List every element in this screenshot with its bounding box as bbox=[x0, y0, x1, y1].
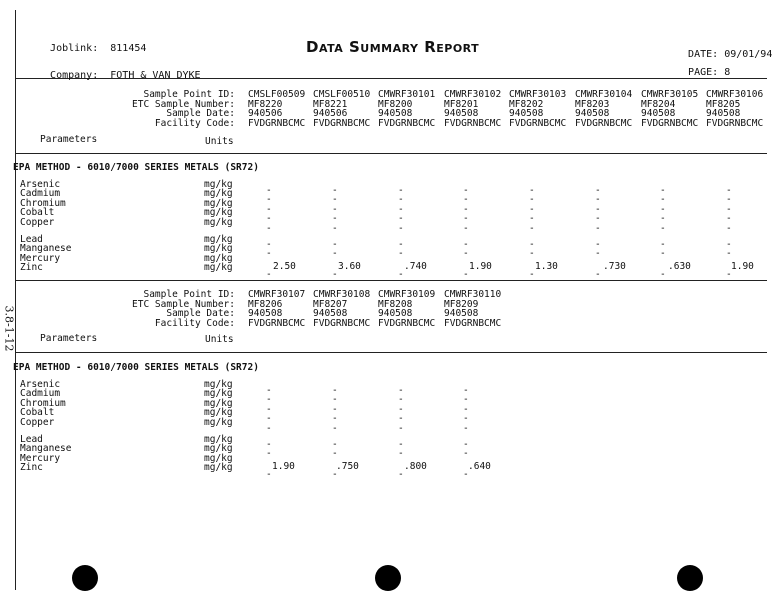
value-dash: - bbox=[595, 185, 601, 196]
sample-date: 940508 bbox=[575, 108, 610, 119]
sample-id: CMWRF30108 bbox=[313, 289, 371, 300]
mercury-value: 1.90 bbox=[731, 260, 754, 272]
company-value: FOTH & VAN DYKE bbox=[110, 70, 201, 81]
section-title-2: EPA METHOD - 6010/7000 SERIES METALS (SR72) bbox=[13, 362, 259, 373]
value-dash: - bbox=[660, 203, 666, 215]
unit-cell: mg/kg bbox=[204, 462, 233, 474]
sample-date-label-2: Sample Date: bbox=[166, 308, 235, 319]
value-dash: - bbox=[529, 185, 535, 196]
mercury-value: .800 bbox=[404, 460, 427, 472]
param-arsenic: Arsenic bbox=[20, 179, 61, 190]
unit-cell: mg/kg bbox=[204, 434, 233, 445]
sample-column-header bbox=[444, 290, 501, 328]
param-cobalt: Cobalt bbox=[20, 207, 55, 219]
mercury-value: .730 bbox=[603, 260, 626, 272]
sample-date: 940508 bbox=[248, 308, 283, 319]
value-dash: - bbox=[529, 194, 535, 206]
block2-header-rule bbox=[15, 352, 767, 353]
value-dash: - bbox=[726, 194, 732, 206]
sample-etc: MF8200 bbox=[378, 98, 413, 110]
joblink bbox=[38, 34, 146, 54]
value-dash: - bbox=[266, 469, 272, 481]
value-dash: - bbox=[332, 413, 338, 425]
punch-hole-left bbox=[72, 565, 98, 591]
value-dash: - bbox=[266, 385, 272, 396]
sample-column-header bbox=[378, 90, 435, 128]
param-lead: Lead bbox=[20, 434, 43, 445]
sample-column-header bbox=[575, 90, 632, 128]
value-dash: - bbox=[332, 213, 338, 225]
date-label: DATE: bbox=[688, 49, 719, 60]
value-dash: - bbox=[726, 213, 732, 225]
value-dash: - bbox=[398, 413, 404, 425]
sample-id: CMWRF30105 bbox=[641, 89, 699, 100]
value-dash: - bbox=[266, 413, 272, 425]
value-dash: - bbox=[726, 239, 732, 250]
value-dash: - bbox=[332, 403, 338, 415]
value-dash: - bbox=[529, 203, 535, 215]
param-mercury: Mercury bbox=[20, 452, 61, 464]
value-dash: - bbox=[463, 422, 469, 434]
section-title-1: EPA METHOD - 6010/7000 SERIES METALS (SR72) bbox=[13, 162, 259, 173]
param-manganese: Manganese bbox=[20, 243, 72, 255]
sample-facility: FVDGRNBCMC bbox=[641, 117, 699, 129]
sample-column-header bbox=[313, 90, 370, 128]
units-header-1: Units bbox=[205, 136, 234, 147]
etc-number-label-1: ETC Sample Number: bbox=[132, 98, 235, 110]
value-dash: - bbox=[463, 213, 469, 225]
value-dash: - bbox=[332, 194, 338, 206]
sample-column-header bbox=[444, 90, 501, 128]
value-dash: - bbox=[463, 222, 469, 234]
value-dash: - bbox=[463, 448, 469, 460]
unit-cell: mg/kg bbox=[204, 197, 233, 209]
sample-date: 940506 bbox=[248, 108, 283, 119]
value-dash: - bbox=[660, 185, 666, 196]
sample-id: CMWRF30102 bbox=[444, 89, 502, 100]
company bbox=[38, 61, 201, 81]
sample-id: CMWRF30103 bbox=[509, 89, 567, 100]
sample-facility: FVDGRNBCMC bbox=[444, 117, 502, 129]
sample-facility: FVDGRNBCMC bbox=[248, 117, 306, 129]
param-copper: Copper bbox=[20, 416, 55, 428]
mercury-value: .630 bbox=[668, 260, 691, 272]
sample-etc: MF8221 bbox=[313, 98, 348, 110]
value-dash: - bbox=[463, 203, 469, 215]
page-title: Data Summary Report bbox=[306, 38, 480, 56]
param-zinc: Zinc bbox=[20, 262, 43, 274]
param-mercury: Mercury bbox=[20, 252, 61, 264]
sample-id: CMWRF30110 bbox=[444, 289, 502, 300]
sample-id: CMWRF30109 bbox=[378, 289, 436, 300]
units-group2-block2 bbox=[204, 435, 233, 473]
value-dash: - bbox=[332, 239, 338, 250]
value-dash: - bbox=[660, 222, 666, 234]
date-value: 09/01/94 bbox=[724, 49, 773, 60]
value-dash: - bbox=[332, 469, 338, 481]
mercury-value: 3.60 bbox=[338, 260, 361, 272]
unit-cell: mg/kg bbox=[204, 379, 233, 390]
sample-column-header bbox=[248, 290, 305, 328]
sample-date: 940508 bbox=[706, 108, 741, 119]
left-border bbox=[15, 10, 16, 590]
unit-cell: mg/kg bbox=[204, 188, 233, 200]
value-dash: - bbox=[266, 185, 272, 196]
value-dash: - bbox=[398, 213, 404, 225]
value-dash: - bbox=[266, 448, 272, 460]
unit-cell: mg/kg bbox=[204, 407, 233, 419]
sample-etc: MF8206 bbox=[248, 298, 283, 310]
value-dash: - bbox=[660, 239, 666, 250]
value-dash: - bbox=[660, 194, 666, 206]
value-dash: - bbox=[595, 248, 601, 260]
page-value: 8 bbox=[724, 67, 731, 78]
value-dash: - bbox=[398, 422, 404, 434]
sample-etc: MF8203 bbox=[575, 98, 610, 110]
value-dash: - bbox=[529, 248, 535, 260]
sample-facility: FVDGRNBCMC bbox=[248, 317, 306, 329]
sample-etc: MF8204 bbox=[641, 98, 676, 110]
value-dash: - bbox=[463, 239, 469, 250]
sample-etc: MF8201 bbox=[444, 98, 479, 110]
value-dash: - bbox=[332, 394, 338, 406]
sample-date: 940508 bbox=[509, 108, 544, 119]
sample-facility: FVDGRNBCMC bbox=[313, 117, 371, 129]
param-cobalt: Cobalt bbox=[20, 407, 55, 419]
mercury-value: 2.50 bbox=[273, 260, 296, 272]
value-dash: - bbox=[529, 222, 535, 234]
value-dash: - bbox=[266, 248, 272, 260]
sample-facility: FVDGRNBCMC bbox=[509, 117, 567, 129]
sample-facility: FVDGRNBCMC bbox=[706, 117, 764, 129]
value-dash: - bbox=[529, 213, 535, 225]
units-group2-block1 bbox=[204, 235, 233, 273]
mercury-value: .750 bbox=[336, 460, 359, 472]
value-dash: - bbox=[595, 203, 601, 215]
value-dash: - bbox=[726, 222, 732, 234]
sample-etc: MF8202 bbox=[509, 98, 544, 110]
sample-etc: MF8209 bbox=[444, 298, 479, 310]
value-dash: - bbox=[266, 422, 272, 434]
parameters-group2-block1 bbox=[20, 235, 71, 273]
unit-cell: mg/kg bbox=[204, 388, 233, 400]
sample-etc: MF8208 bbox=[378, 298, 413, 310]
value-dash: - bbox=[463, 469, 469, 481]
sample-facility: FVDGRNBCMC bbox=[444, 317, 502, 329]
mercury-value: .640 bbox=[468, 460, 491, 472]
value-dash: - bbox=[398, 203, 404, 215]
value-dash: - bbox=[463, 194, 469, 206]
value-dash: - bbox=[660, 213, 666, 225]
unit-cell: mg/kg bbox=[204, 216, 233, 228]
value-dash: - bbox=[266, 239, 272, 250]
mercury-value: .740 bbox=[404, 260, 427, 272]
value-dash: - bbox=[266, 269, 272, 281]
sample-id: CMWRF30106 bbox=[706, 89, 764, 100]
value-dash: - bbox=[398, 448, 404, 460]
sample-etc: MF8220 bbox=[248, 98, 283, 110]
param-chromium: Chromium bbox=[20, 197, 66, 209]
unit-cell: mg/kg bbox=[204, 179, 233, 190]
value-dash: - bbox=[398, 385, 404, 396]
parameters-group2-block2 bbox=[20, 435, 71, 473]
param-cadmium: Cadmium bbox=[20, 388, 61, 400]
mercury-value: 1.90 bbox=[272, 460, 295, 472]
sample-facility: FVDGRNBCMC bbox=[378, 117, 436, 129]
parameters-group1-block2 bbox=[20, 380, 66, 427]
sample-column-header bbox=[378, 290, 435, 328]
sample-facility: FVDGRNBCMC bbox=[575, 117, 633, 129]
value-dash: - bbox=[660, 269, 666, 281]
value-dash: - bbox=[595, 213, 601, 225]
sample-point-label-2: Sample Point ID: bbox=[143, 289, 235, 300]
value-dash: - bbox=[398, 239, 404, 250]
value-dash: - bbox=[332, 385, 338, 396]
value-dash: - bbox=[332, 248, 338, 260]
sample-date: 940508 bbox=[378, 108, 413, 119]
value-dash: - bbox=[463, 185, 469, 196]
sample-id: CMSLF00510 bbox=[313, 89, 371, 100]
unit-cell: mg/kg bbox=[204, 443, 233, 455]
mercury-value: 1.30 bbox=[535, 260, 558, 272]
value-dash: - bbox=[398, 403, 404, 415]
sample-date: 940508 bbox=[444, 108, 479, 119]
value-dash: - bbox=[332, 203, 338, 215]
value-dash: - bbox=[595, 239, 601, 250]
joblink-label: Joblink: bbox=[50, 43, 99, 54]
sample-id: CMWRF30101 bbox=[378, 89, 436, 100]
value-dash: - bbox=[660, 248, 666, 260]
sample-date: 940508 bbox=[313, 308, 348, 319]
unit-cell: mg/kg bbox=[204, 397, 233, 409]
param-arsenic: Arsenic bbox=[20, 379, 61, 390]
value-dash: - bbox=[266, 213, 272, 225]
value-dash: - bbox=[463, 269, 469, 281]
value-dash: - bbox=[332, 448, 338, 460]
sample-column-header bbox=[641, 90, 698, 128]
value-dash: - bbox=[266, 203, 272, 215]
value-dash: - bbox=[529, 269, 535, 281]
etc-number-label-2: ETC Sample Number: bbox=[132, 298, 235, 310]
punch-hole-right bbox=[677, 565, 703, 591]
param-chromium: Chromium bbox=[20, 397, 66, 409]
units-group1-block2 bbox=[204, 380, 233, 427]
sample-date: 940508 bbox=[641, 108, 676, 119]
block-separator-rule bbox=[15, 280, 767, 281]
sample-column-header bbox=[248, 90, 305, 128]
value-dash: - bbox=[398, 222, 404, 234]
block1-header-rule bbox=[15, 153, 767, 154]
value-dash: - bbox=[595, 222, 601, 234]
sample-point-label-1: Sample Point ID: bbox=[143, 89, 235, 100]
value-dash: - bbox=[463, 439, 469, 450]
parameters-header-1: Parameters bbox=[40, 134, 98, 145]
sample-id: CMWRF30107 bbox=[248, 289, 306, 300]
param-zinc: Zinc bbox=[20, 462, 43, 474]
value-dash: - bbox=[266, 403, 272, 415]
value-dash: - bbox=[332, 422, 338, 434]
sample-facility: FVDGRNBCMC bbox=[313, 317, 371, 329]
unit-cell: mg/kg bbox=[204, 252, 233, 264]
value-dash: - bbox=[398, 185, 404, 196]
unit-cell: mg/kg bbox=[204, 207, 233, 219]
sample-id: CMWRF30104 bbox=[575, 89, 633, 100]
value-dash: - bbox=[398, 194, 404, 206]
page-label: PAGE: bbox=[688, 67, 719, 78]
value-dash: - bbox=[332, 269, 338, 281]
value-dash: - bbox=[726, 248, 732, 260]
value-dash: - bbox=[398, 269, 404, 281]
value-dash: - bbox=[463, 385, 469, 396]
value-dash: - bbox=[332, 439, 338, 450]
mercury-value: 1.90 bbox=[469, 260, 492, 272]
param-copper: Copper bbox=[20, 216, 55, 228]
sample-date: 940508 bbox=[444, 308, 479, 319]
sample-etc: MF8205 bbox=[706, 98, 741, 110]
punch-hole-center bbox=[375, 565, 401, 591]
sample-date: 940506 bbox=[313, 108, 348, 119]
sample-column-header bbox=[706, 90, 763, 128]
value-dash: - bbox=[398, 394, 404, 406]
value-dash: - bbox=[726, 203, 732, 215]
value-dash: - bbox=[463, 403, 469, 415]
company-label: Company: bbox=[50, 70, 99, 81]
facility-code-label-1: Facility Code: bbox=[154, 117, 235, 129]
param-manganese: Manganese bbox=[20, 443, 72, 455]
joblink-value: 811454 bbox=[110, 43, 147, 54]
unit-cell: mg/kg bbox=[204, 243, 233, 255]
unit-cell: mg/kg bbox=[204, 234, 233, 245]
sample-date: 940508 bbox=[378, 308, 413, 319]
sample-column-header bbox=[313, 290, 370, 328]
value-dash: - bbox=[266, 439, 272, 450]
value-dash: - bbox=[463, 394, 469, 406]
parameters-group1-block1 bbox=[20, 180, 66, 227]
value-dash: - bbox=[398, 469, 404, 481]
value-dash: - bbox=[266, 394, 272, 406]
sample-column-header bbox=[509, 90, 566, 128]
value-dash: - bbox=[332, 185, 338, 196]
param-lead: Lead bbox=[20, 234, 43, 245]
value-dash: - bbox=[266, 194, 272, 206]
value-dash: - bbox=[595, 269, 601, 281]
units-group1-block1 bbox=[204, 180, 233, 227]
margin-note: 3.8-1-12 bbox=[2, 305, 16, 352]
value-dash: - bbox=[463, 413, 469, 425]
sample-date-label-1: Sample Date: bbox=[166, 108, 235, 119]
unit-cell: mg/kg bbox=[204, 416, 233, 428]
facility-code-label-2: Facility Code: bbox=[154, 317, 235, 329]
sample-etc: MF8207 bbox=[313, 298, 348, 310]
value-dash: - bbox=[726, 185, 732, 196]
param-cadmium: Cadmium bbox=[20, 188, 61, 200]
value-dash: - bbox=[529, 239, 535, 250]
report-date bbox=[676, 40, 772, 60]
unit-cell: mg/kg bbox=[204, 262, 233, 274]
value-dash: - bbox=[398, 439, 404, 450]
value-dash: - bbox=[332, 222, 338, 234]
unit-cell: mg/kg bbox=[204, 452, 233, 464]
sample-facility: FVDGRNBCMC bbox=[378, 317, 436, 329]
sample-id: CMSLF00509 bbox=[248, 89, 306, 100]
value-dash: - bbox=[463, 248, 469, 260]
value-dash: - bbox=[726, 269, 732, 281]
page-number bbox=[676, 58, 730, 78]
value-dash: - bbox=[595, 194, 601, 206]
value-dash: - bbox=[398, 248, 404, 260]
parameters-header-2: Parameters bbox=[40, 333, 98, 344]
units-header-2: Units bbox=[205, 334, 234, 345]
value-dash: - bbox=[266, 222, 272, 234]
